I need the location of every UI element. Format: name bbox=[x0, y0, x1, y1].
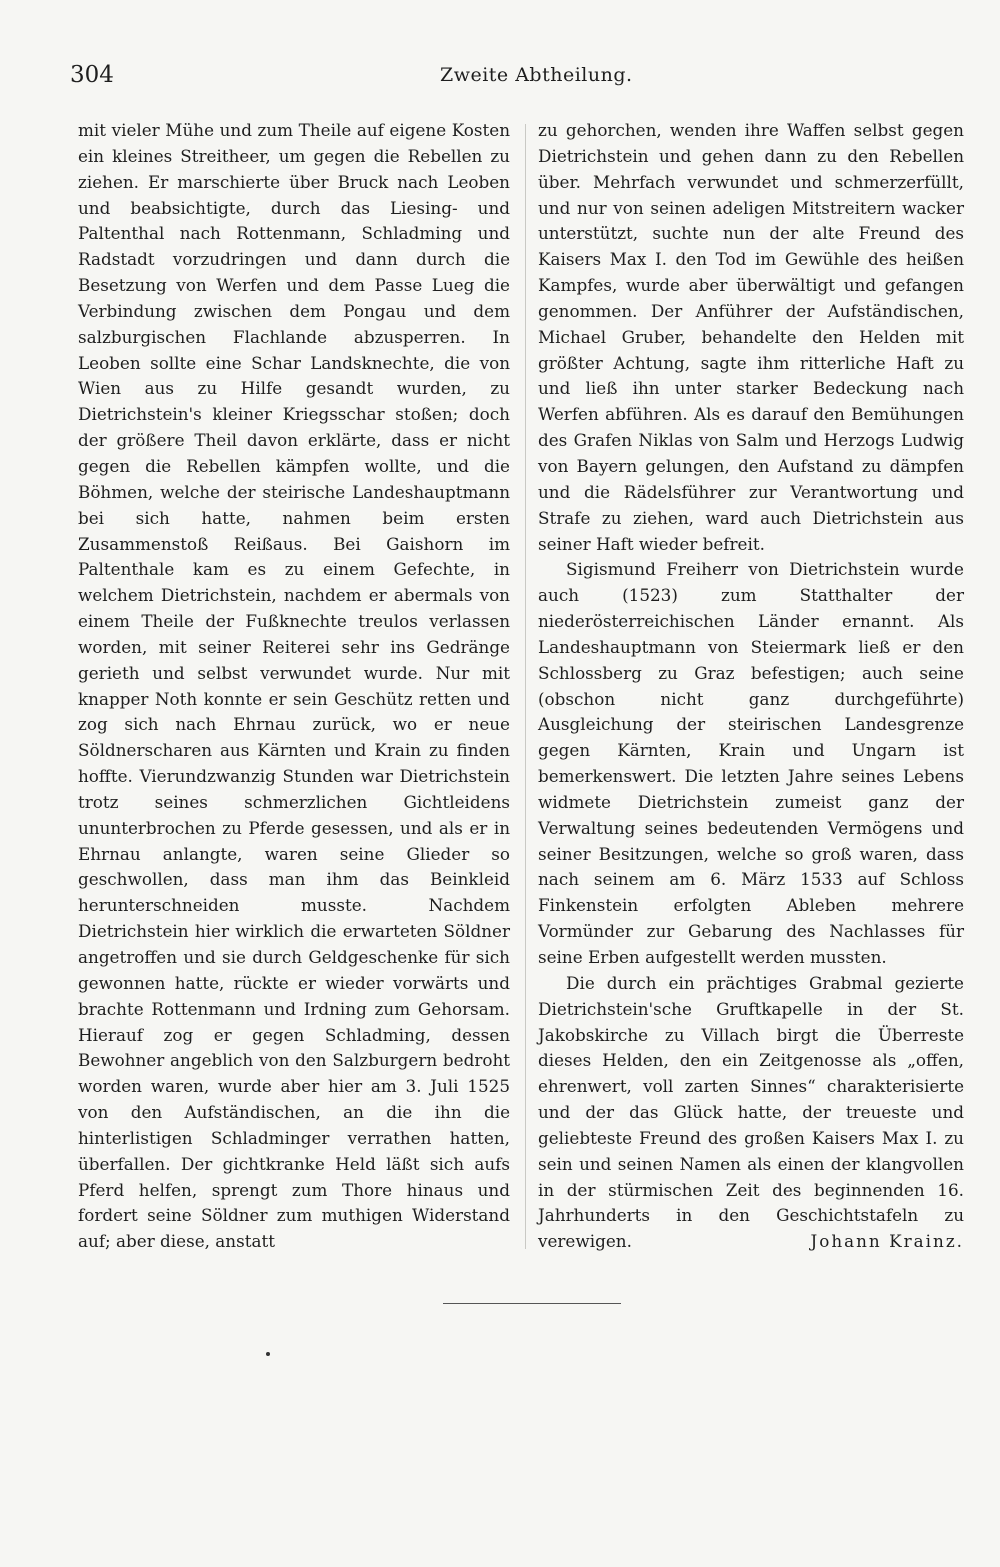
body-paragraph: Die durch ein prächtiges Grabmal gezierte Dietrichstein'sche Gruftkapelle in der St. Jakobskirche zu Villach birgt die Überreste dieses Helden, den ein Zeitgenosse als „offen, ehrenwert, voll zarten Sinnes“ charakterisierte und der das Glück hatte, der treueste und geliebteste Freund des großen Kaisers Max I. zu sein und seinen Namen als einen der klangvollen in der stürmischen Zeit des beginnenden 16. Jahrhunderts in den Geschichtstafeln zu verewigen. bbox=[538, 972, 964, 1252]
left-column bbox=[78, 118, 510, 1255]
right-column bbox=[538, 118, 964, 1255]
author-signature: Johann Krainz. bbox=[810, 1231, 964, 1252]
end-rule bbox=[443, 1303, 621, 1304]
running-title: Zweite Abtheilung. bbox=[440, 64, 633, 86]
body-paragraph: zu gehorchen, wenden ihre Waffen selbst gegen Dietrichstein und gehen dann zu den Rebellen über. Mehrfach verwundet und schmerzerfüllt, und nur von seinen adeligen Mitstreitern wacker unterstützt, suchte nun der alte Freund des Kaisers Max I. den Tod im Gewühle des heißen Kampfes, wurde aber überwältigt und gefangen genommen. Der Anführer der Aufständischen, Michael Gruber, behandelte den Helden mit größter Achtung, sagte ihm ritterliche Haft zu und ließ ihn unter starker Bedeckung nach Werfen abführen. Als es darauf den Bemühungen des Grafen Niklas von Salm und Herzogs Ludwig von Bayern gelungen, den Aufstand zu dämpfen und die Rädelsführer zur Verantwortung und Strafe zu ziehen, ward auch Dietrichstein aus seiner Haft wieder befreit. bbox=[538, 120, 964, 554]
body-paragraph: mit vieler Mühe und zum Theile auf eigene Kosten ein kleines Streitheer, um gegen die Rebellen zu ziehen. Er marschierte über Bruck nach Leoben und beabsichtigte, durch das Liesing- und Paltenthal nach Rottenmann, Schladming und Radstadt vorzudringen und dann durch die Besetzung von Werfen und dem Passe Lueg die Verbindung zwischen dem Pongau und dem salzburgischen Flachlande abzusperren. In Leoben sollte eine Schar Landsknechte, die von Wien aus zu Hilfe gesandt wurden, zu Dietrichstein's kleiner Kriegsschar stoßen; doch der größere Theil davon erklärte, dass er nicht gegen die Rebellen kämpfen wollte, und die Böhmen, welche der steirische Landeshauptmann bei sich hatte, nahmen beim ersten Zusammenstoß Reißaus. Bei Gaishorn im Paltenthale kam es zu einem Gefechte, in welchem Dietrichstein, nachdem er abermals von einem Theile der Fußknechte treulos verlassen worden, mit seiner Reiterei sehr ins Gedränge gerieth und selbst verwundet wurde. Nur mit knapper Noth konnte er sein Geschütz retten und zog sich nach Ehrnau zurück, wo er neue Söldnerscharen aus Kärnten und Krain zu finden hoffte. Vierundzwanzig Stunden war Dietrichstein trotz seines schmerzlichen Gichtleidens ununterbrochen zu Pferde gesessen, und als er in Ehrnau anlangte, waren seine Glieder so geschwollen, dass man ihm das Beinkleid herunterschneiden musste. Nachdem Dietrichstein hier wirklich die erwarteten Söldner angetroffen und sie durch Geldgeschenke für sich gewonnen hatte, rückte er wieder vorwärts und brachte Rottenmann und Irdning zum Gehorsam. Hierauf zog er gegen Schladming, dessen Bewohner angeblich von den Salzburgern bedroht worden waren, wurde aber hier am 3. Juli 1525 von den Aufständischen, an die ihn die hinterlistigen Schladminger verrathen hatten, überfallen. Der gichtkranke Held läßt sich aufs Pferd helfen, sprengt zum Thore hinaus und fordert seine Söldner zum muthigen Widerstand auf; aber diese, anstatt bbox=[78, 120, 510, 1252]
paper-speck bbox=[266, 1352, 270, 1356]
page-header bbox=[70, 58, 960, 94]
column-divider bbox=[525, 124, 526, 1249]
page-number: 304 bbox=[70, 62, 114, 88]
body-paragraph: Sigismund Freiherr von Dietrichstein wurde auch (1523) zum Statthalter der niederösterreichischen Länder ernannt. Als Landeshauptmann von Steiermark ließ er den Schlossberg zu Graz befestigen; auch seine (obschon nicht ganz durchgeführte) Ausgleichung der steirischen Landesgrenze gegen Kärnten, Krain und Ungarn ist bemerkenswert. Die letzten Jahre seines Lebens widmete Dietrichstein zumeist ganz der Verwaltung seines bedeutenden Vermögens und seiner Besitzungen, welche so groß waren, dass nach seinem am 6. März 1533 auf Schloss Finkenstein erfolgten Ableben mehrere Vormünder zur Gebarung des Nachlasses für seine Erben aufgestellt werden mussten. bbox=[538, 559, 964, 967]
